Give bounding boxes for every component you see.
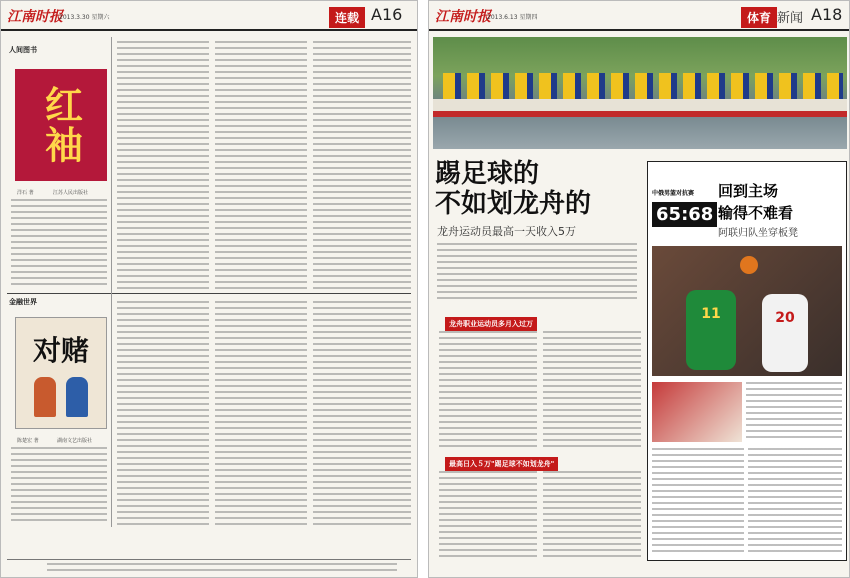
jersey-number-red: 20 bbox=[775, 310, 795, 326]
book1-publisher: 江苏人民出版社 bbox=[53, 190, 89, 196]
main-subheadline: 龙舟运动员最高一天收入5万 bbox=[437, 225, 576, 238]
left-footer-bar bbox=[7, 559, 411, 573]
lead-paragraph bbox=[437, 243, 637, 299]
score-home: 65 bbox=[656, 204, 682, 225]
right-page-number: A18 bbox=[811, 5, 843, 24]
column-title-books: 人间图书 bbox=[9, 46, 37, 54]
left-date: 2013.3.30 星期六 bbox=[59, 14, 110, 21]
book2-publisher: 湖南文艺出版社 bbox=[57, 438, 93, 444]
boat-hull bbox=[433, 99, 847, 111]
sidebar-text-1 bbox=[746, 382, 842, 442]
sidebar-text-2 bbox=[652, 448, 744, 556]
bench-photo bbox=[652, 382, 742, 442]
left-masthead-logo: 江南时报 bbox=[7, 9, 63, 25]
dragon-boat-photo bbox=[433, 37, 847, 149]
score-away: 68 bbox=[688, 204, 714, 225]
jersey-number-green: 11 bbox=[701, 306, 721, 322]
article-col-4 bbox=[543, 471, 641, 561]
rowers bbox=[443, 73, 843, 99]
player-red bbox=[762, 294, 808, 372]
right-newspaper-page bbox=[428, 0, 850, 578]
left-newspaper-page bbox=[0, 0, 418, 578]
left-section-divider bbox=[7, 293, 411, 294]
article-col-2 bbox=[543, 331, 641, 449]
sidebar-match-label: 中俄男篮对抗赛 bbox=[652, 190, 695, 197]
sidebar-headline-2: 输得不难看 bbox=[718, 204, 794, 222]
score-box bbox=[652, 202, 717, 227]
player-green bbox=[686, 290, 736, 370]
score-sep: : bbox=[681, 204, 689, 225]
sidebar-subheadline: 阿联归队坐穿板凳 bbox=[718, 228, 798, 239]
body-col-4 bbox=[117, 301, 209, 527]
cover-figures bbox=[34, 377, 88, 417]
book2-author: 陈楚宏 著 bbox=[17, 438, 39, 444]
book-cover-title: 红袖 bbox=[38, 85, 84, 165]
body-col-5 bbox=[215, 301, 307, 527]
right-date: 2013.6.13 星期四 bbox=[487, 14, 538, 21]
left-column-rule bbox=[111, 37, 112, 527]
sidebar-headline-1: 回到主场 bbox=[718, 182, 779, 200]
right-section-label-2: 新闻 bbox=[777, 11, 804, 26]
cover-figure-right bbox=[66, 377, 88, 417]
body-col-1 bbox=[117, 41, 209, 291]
left-footer-text bbox=[47, 563, 397, 571]
body-col-6 bbox=[313, 301, 411, 527]
left-section-label: 连载 bbox=[329, 7, 365, 28]
right-page-header bbox=[429, 1, 849, 31]
cover-figure-left bbox=[34, 377, 56, 417]
sidebar-text-3 bbox=[748, 448, 842, 556]
subhead-2: 最高日入５万"踢足球不如划龙舟" bbox=[445, 457, 558, 471]
book-cover-gamble bbox=[15, 317, 107, 429]
body-col-3 bbox=[313, 41, 411, 291]
left-page-number: A16 bbox=[371, 5, 403, 24]
subhead-1: 龙舟职业运动员多月入过万 bbox=[445, 317, 537, 331]
book2-cover-title: 对赌 bbox=[32, 334, 89, 367]
article-col-3 bbox=[439, 471, 537, 561]
boat-stripe bbox=[433, 111, 847, 117]
main-headline-line1: 踢足球的 bbox=[435, 159, 540, 189]
right-masthead-logo: 江南时报 bbox=[435, 9, 491, 25]
book1-intro-text bbox=[11, 199, 107, 289]
column-title-finance: 金融世界 bbox=[9, 298, 37, 306]
main-headline-line2: 不如划龙舟的 bbox=[435, 189, 592, 219]
basketball-photo bbox=[652, 246, 842, 376]
article-col-1 bbox=[439, 331, 537, 449]
basketball-sidebar bbox=[647, 161, 847, 561]
left-page-header bbox=[1, 1, 417, 31]
right-section-label: 体育 bbox=[741, 7, 777, 28]
book1-author: 洋石 著 bbox=[17, 190, 34, 196]
basketball bbox=[740, 256, 758, 274]
book-cover-red-sleeve bbox=[15, 69, 107, 181]
body-col-2 bbox=[215, 41, 307, 291]
book2-intro-text bbox=[11, 447, 107, 525]
